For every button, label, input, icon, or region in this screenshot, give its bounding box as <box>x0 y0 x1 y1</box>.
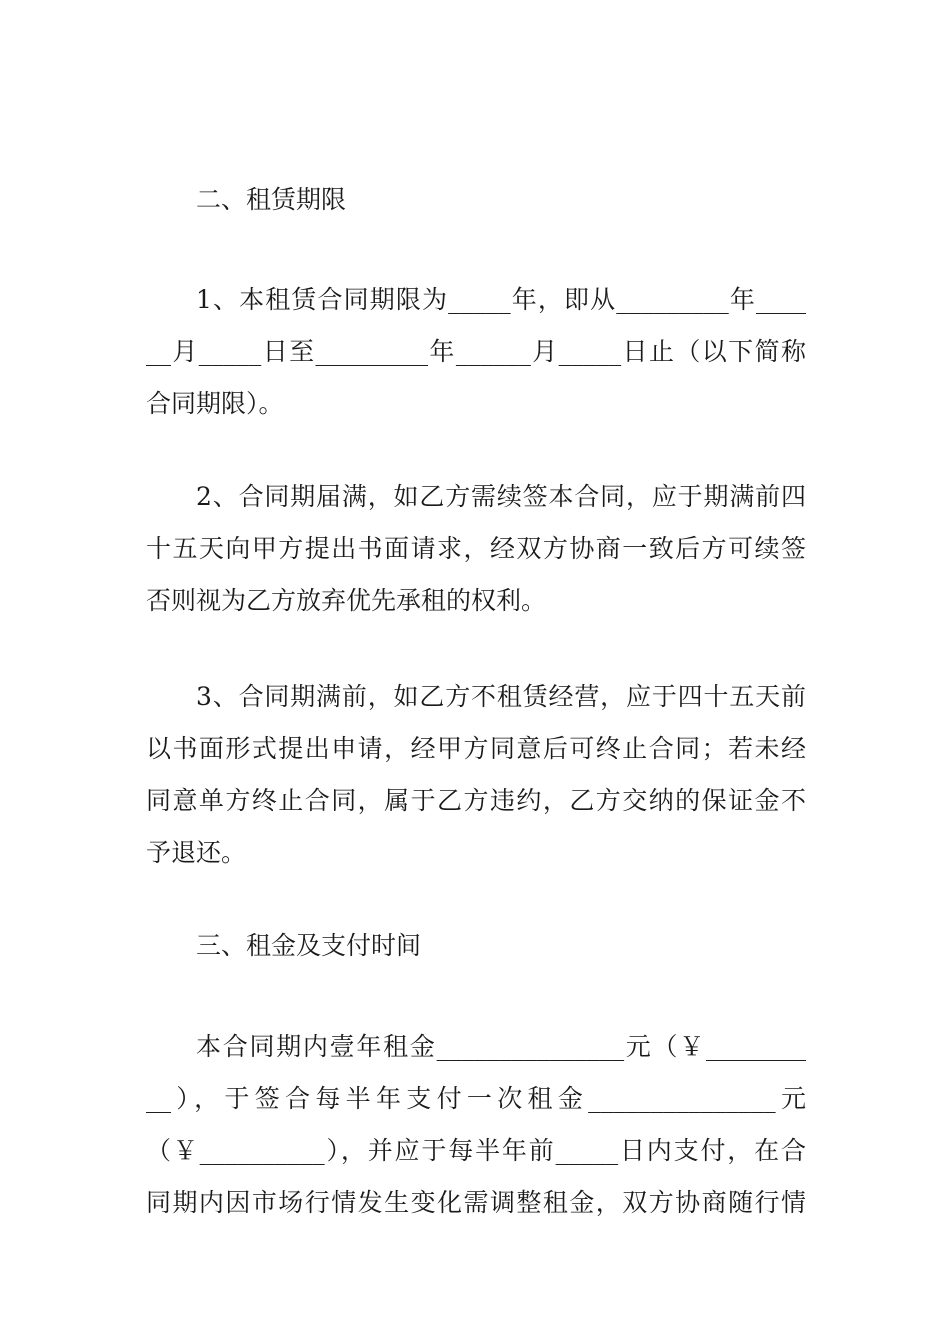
clause-3-line-3: 同意单方终止合同，属于乙方违约，乙方交纳的保证金不 <box>146 786 806 815</box>
clause-1-line-2: __月_____日至_________年______月_____日止（以下简称 <box>146 337 806 366</box>
rent-line-1: 本合同期内壹年租金_______________元（￥________ <box>196 1032 806 1061</box>
clause-3-line-1: 3、合同期满前，如乙方不租赁经营，应于四十五天前 <box>196 682 806 711</box>
rent-line-2: __），于签合每半年支付一次租金_______________元 <box>146 1084 806 1113</box>
clause-3-line-4: 予退还。 <box>146 838 247 867</box>
section-heading-rent: 三、租金及支付时间 <box>196 931 422 960</box>
clause-2-line-2: 十五天向甲方提出书面请求，经双方协商一致后方可续签 <box>146 534 806 563</box>
clause-2-line-1: 2、合同期届满，如乙方需续签本合同，应于期满前四 <box>196 482 806 511</box>
section-heading-lease-term: 二、租赁期限 <box>196 185 347 214</box>
rent-line-3: （￥__________），并应于每半年前_____日内支付，在合 <box>146 1136 806 1165</box>
clause-2-line-3: 否则视为乙方放弃优先承租的权利。 <box>146 586 547 615</box>
clause-3-line-2: 以书面形式提出申请，经甲方同意后可终止合同；若未经 <box>146 734 806 763</box>
clause-1-line-1: 1、本租赁合同期限为_____年，即从_________年____ <box>196 285 806 314</box>
rent-line-4: 同期内因市场行情发生变化需调整租金，双方协商随行情 <box>146 1188 806 1217</box>
clause-1-line-3: 合同期限）。 <box>146 389 284 418</box>
